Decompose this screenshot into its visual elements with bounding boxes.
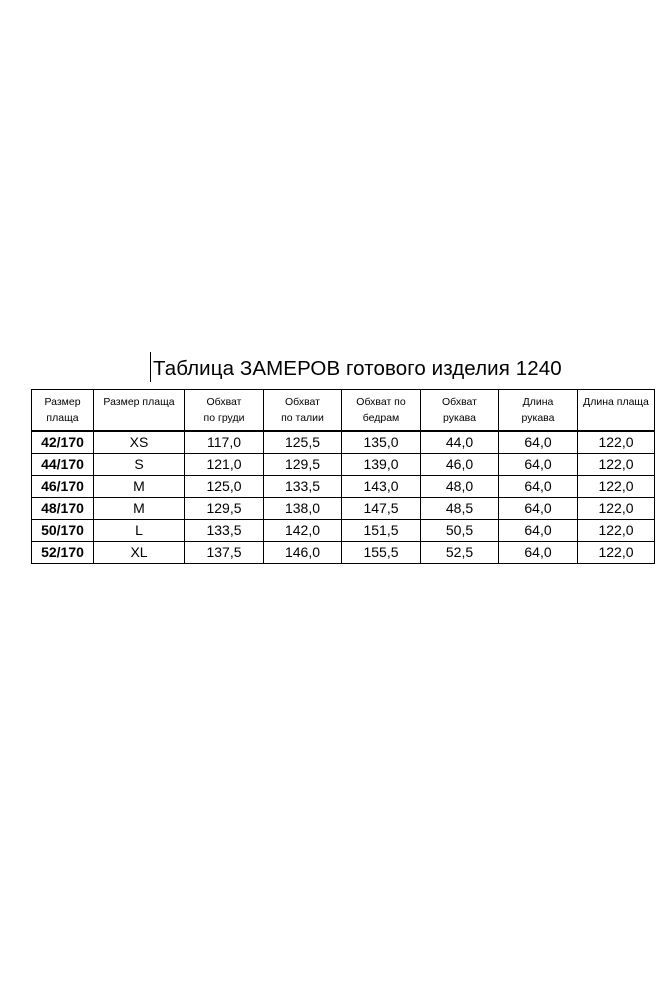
cell-sleeve-girth: 48,0 [421, 476, 499, 498]
cell-hips: 139,0 [342, 454, 421, 476]
header-sleeve-girth: Обхват рукава [421, 390, 499, 432]
cell-size-number: 50/170 [32, 520, 94, 542]
table-row [32, 520, 655, 542]
cell-chest: 133,5 [185, 520, 264, 542]
header-sleeve-length: Длина рукава [499, 390, 578, 432]
cell-size-letter: XS [94, 431, 185, 454]
cell-size-number: 44/170 [32, 454, 94, 476]
cell-size-letter: L [94, 520, 185, 542]
table-row [32, 431, 655, 454]
cell-chest: 129,5 [185, 498, 264, 520]
cell-hips: 143,0 [342, 476, 421, 498]
cell-waist: 129,5 [264, 454, 342, 476]
header-hips: Обхват по бедрам [342, 390, 421, 432]
header-coat-length: Длина плаща [578, 390, 655, 432]
cell-size-number: 42/170 [32, 431, 94, 454]
cell-chest: 137,5 [185, 542, 264, 564]
cell-chest: 117,0 [185, 431, 264, 454]
cell-sleeve-girth: 46,0 [421, 454, 499, 476]
cell-waist: 133,5 [264, 476, 342, 498]
cell-waist: 146,0 [264, 542, 342, 564]
cell-size-number: 48/170 [32, 498, 94, 520]
cell-coat-length: 122,0 [578, 454, 655, 476]
cell-coat-length: 122,0 [578, 498, 655, 520]
cell-hips: 147,5 [342, 498, 421, 520]
header-waist: Обхват по талии [264, 390, 342, 432]
cell-coat-length: 122,0 [578, 476, 655, 498]
cell-coat-length: 122,0 [578, 520, 655, 542]
table-row [32, 498, 655, 520]
cell-coat-length: 122,0 [578, 431, 655, 454]
table-row [32, 542, 655, 564]
cell-sleeve-girth: 48,5 [421, 498, 499, 520]
cell-sleeve-length: 64,0 [499, 542, 578, 564]
cell-coat-length: 122,0 [578, 542, 655, 564]
cell-chest: 121,0 [185, 454, 264, 476]
cell-hips: 135,0 [342, 431, 421, 454]
cell-sleeve-girth: 50,5 [421, 520, 499, 542]
page-title: Таблица ЗАМЕРОВ готового изделия 1240 [153, 357, 562, 380]
cell-waist: 125,5 [264, 431, 342, 454]
cell-sleeve-length: 64,0 [499, 520, 578, 542]
cell-size-letter: S [94, 454, 185, 476]
cell-hips: 155,5 [342, 542, 421, 564]
cell-sleeve-girth: 44,0 [421, 431, 499, 454]
measurements-table [31, 389, 655, 564]
table-row [32, 476, 655, 498]
cell-sleeve-girth: 52,5 [421, 542, 499, 564]
cell-size-letter: XL [94, 542, 185, 564]
cell-chest: 125,0 [185, 476, 264, 498]
cell-size-number: 46/170 [32, 476, 94, 498]
header-size-letter: Размер плаща [94, 390, 185, 432]
table-header-row [32, 390, 655, 432]
cell-sleeve-length: 64,0 [499, 498, 578, 520]
header-size-number: Размер плаща [32, 390, 94, 432]
cell-size-number: 52/170 [32, 542, 94, 564]
cell-size-letter: M [94, 498, 185, 520]
cell-waist: 138,0 [264, 498, 342, 520]
cell-sleeve-length: 64,0 [499, 476, 578, 498]
cell-hips: 151,5 [342, 520, 421, 542]
cell-size-letter: M [94, 476, 185, 498]
header-chest: Обхват по груди [185, 390, 264, 432]
cell-sleeve-length: 64,0 [499, 454, 578, 476]
text-cursor [150, 352, 151, 382]
cell-waist: 142,0 [264, 520, 342, 542]
table-row [32, 454, 655, 476]
cell-sleeve-length: 64,0 [499, 431, 578, 454]
